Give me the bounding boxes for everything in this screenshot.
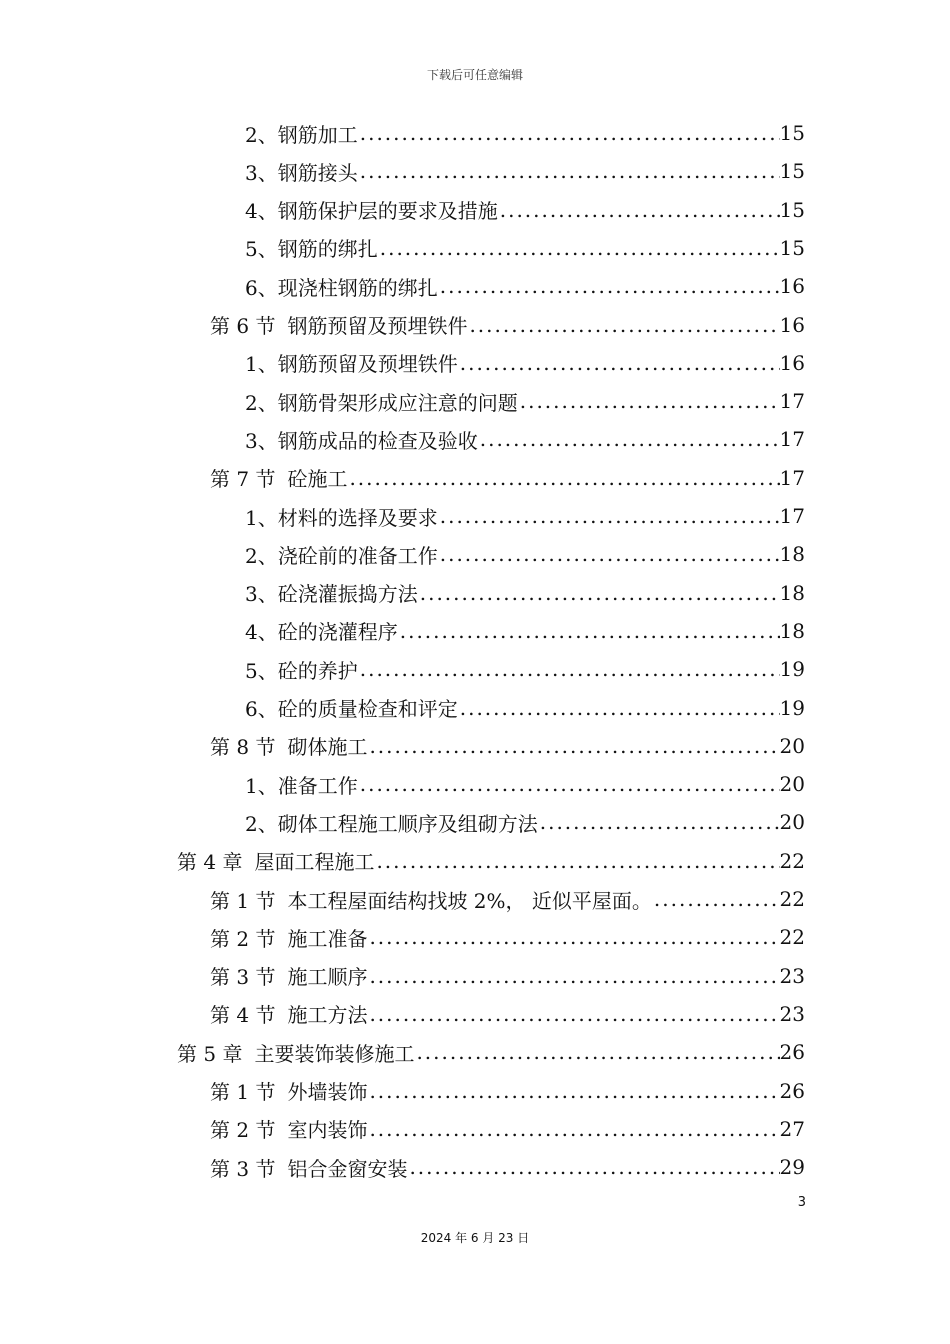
toc-dot-leader	[418, 581, 780, 605]
toc-entry-number: 第 1 节	[210, 1080, 276, 1104]
toc-entry-page: 17	[779, 427, 805, 452]
toc-dot-leader	[367, 1002, 779, 1026]
toc-entry-page: 23	[779, 1001, 805, 1026]
toc-entry-page: 27	[779, 1116, 805, 1141]
toc-entry[interactable]	[245, 689, 805, 727]
toc-entry-number: 第 5 章	[177, 1041, 243, 1066]
toc-dot-leader	[398, 619, 780, 643]
toc-entry[interactable]	[210, 306, 805, 344]
toc-entry-number: 第 4 章	[177, 850, 243, 875]
toc-entry-number: 第 1 节	[210, 888, 276, 913]
toc-entry-title: 钢筋成品的检查及验收	[277, 428, 478, 453]
toc-entry-title: 钢筋保护层的要求及措施	[277, 199, 498, 224]
toc-entry-number: 4、	[245, 199, 278, 224]
toc-entry-number: 6、	[245, 697, 278, 721]
toc-entry-title: 施工准备	[287, 926, 368, 951]
toc-entry-title: 钢筋加工	[277, 122, 358, 147]
toc-entry[interactable]	[210, 1110, 805, 1148]
toc-entry-title: 浇砼前的准备工作	[277, 543, 438, 568]
toc-dot-leader	[367, 1117, 779, 1141]
toc-entry[interactable]	[245, 497, 805, 535]
page-footer-date: 2024 年 6 月 23 日	[420, 1231, 530, 1245]
toc-entry[interactable]	[210, 995, 805, 1033]
toc-dot-leader	[414, 1040, 779, 1064]
toc-entry-number: 1、	[245, 773, 278, 798]
toc-entry-number: 5、	[245, 237, 278, 262]
toc-entry[interactable]	[210, 459, 805, 497]
toc-entry-number: 2、	[245, 390, 278, 415]
toc-entry[interactable]	[245, 382, 805, 420]
toc-entry-number: 6、	[245, 275, 278, 300]
toc-dot-leader	[518, 389, 780, 413]
toc-entry-number: 2、	[245, 811, 278, 836]
toc-entry-number: 第 2 节	[210, 926, 276, 951]
toc-entry-page: 18	[779, 618, 805, 643]
toc-dot-leader	[347, 466, 779, 490]
toc-entry[interactable]	[177, 842, 805, 880]
toc-entry-page: 22	[779, 925, 805, 950]
toc-dot-leader	[367, 964, 779, 988]
toc-entry-page: 20	[779, 733, 805, 758]
toc-dot-leader	[652, 887, 780, 911]
toc-entry-number: 1、	[245, 352, 278, 377]
toc-dot-leader	[407, 1155, 779, 1179]
toc-entry-number: 第 3 节	[210, 1156, 276, 1181]
toc-entry-title: 现浇柱钢筋的绑扎	[277, 275, 438, 300]
toc-dot-leader	[478, 427, 780, 451]
toc-entry[interactable]	[210, 1072, 805, 1110]
toc-entry[interactable]	[210, 880, 805, 918]
toc-entry[interactable]	[245, 191, 805, 229]
toc-dot-leader	[467, 313, 779, 337]
toc-dot-leader	[374, 849, 779, 873]
toc-entry-title: 主要装饰装修施工	[254, 1041, 415, 1066]
toc-entry[interactable]	[245, 803, 805, 841]
toc-dot-leader	[367, 925, 779, 949]
toc-entry-title: 钢筋预留及预埋铁件	[277, 352, 458, 377]
toc-entry-page: 16	[779, 312, 805, 337]
toc-entry[interactable]	[177, 1033, 805, 1071]
toc-entry-page: 26	[779, 1078, 805, 1103]
toc-entry-number: 2、	[245, 122, 278, 147]
toc-entry[interactable]	[210, 1148, 805, 1186]
toc-entry-number: 第 4 节	[210, 1003, 276, 1028]
toc-entry-number: 3、	[245, 582, 278, 607]
toc-entry-page: 15	[779, 159, 805, 184]
toc-entry-number: 第 6 节	[210, 314, 276, 338]
toc-dot-leader	[367, 1079, 779, 1103]
page-number: 3	[797, 1195, 806, 1210]
toc-entry[interactable]	[210, 727, 805, 765]
toc-entry-title: 砼的质量检查和评定	[277, 697, 458, 721]
toc-entry[interactable]	[245, 765, 805, 803]
toc-entry-page: 29	[779, 1155, 805, 1180]
toc-entry-title: 施工方法	[287, 1003, 368, 1028]
toc-dot-leader	[438, 542, 780, 566]
toc-dot-leader	[538, 810, 780, 834]
toc-entry[interactable]	[210, 957, 805, 995]
toc-entry-title: 施工顺序	[287, 965, 368, 990]
toc-entry-title: 砼的养护	[277, 658, 358, 683]
toc-entry[interactable]	[245, 612, 805, 650]
toc-dot-leader	[358, 657, 780, 681]
toc-entry-title: 钢筋预留及预埋铁件	[287, 314, 468, 338]
toc-entry-number: 第 7 节	[210, 467, 276, 492]
toc-entry-title: 砌体施工	[287, 735, 368, 760]
toc-entry-title: 屋面工程施工	[254, 850, 375, 875]
toc-entry-title: 室内装饰	[287, 1118, 368, 1143]
toc-entry-title: 砼的浇灌程序	[277, 620, 398, 645]
toc-entry-title: 钢筋骨架形成应注意的问题	[277, 390, 518, 415]
toc-dot-leader	[458, 351, 780, 375]
toc-entry-number: 5、	[245, 658, 278, 683]
toc-entry-page: 22	[779, 887, 805, 911]
toc-entry-number: 3、	[245, 428, 278, 453]
toc-entry-page: 18	[779, 580, 805, 605]
toc-entry-page: 26	[779, 1040, 805, 1065]
toc-dot-leader	[378, 236, 780, 260]
toc-dot-leader	[458, 696, 780, 720]
toc-entry-title: 钢筋接头	[277, 160, 358, 185]
toc-entry-title: 砼浇灌振捣方法	[277, 582, 418, 607]
toc-dot-leader	[358, 772, 780, 796]
toc-entry-page: 18	[779, 542, 805, 567]
toc-entry[interactable]	[245, 574, 805, 612]
toc-entry-title: 准备工作	[277, 773, 358, 798]
toc-entry[interactable]	[210, 918, 805, 956]
toc-entry-page: 20	[779, 772, 805, 797]
toc-entry-page: 15	[779, 235, 805, 260]
toc-entry[interactable]	[245, 650, 805, 688]
toc-entry[interactable]	[245, 152, 805, 190]
toc-entry-title: 材料的选择及要求	[277, 505, 438, 530]
toc-entry-title: 外墙装饰	[287, 1080, 368, 1104]
toc-entry[interactable]	[245, 344, 805, 382]
toc-entry-title: 砼施工	[287, 467, 348, 492]
toc-dot-leader	[438, 274, 780, 298]
toc-entry-title: 钢筋的绑扎	[277, 237, 378, 262]
toc-entry-page: 16	[779, 350, 805, 375]
toc-entry-number: 2、	[245, 543, 278, 568]
toc-dot-leader	[498, 198, 780, 222]
toc-entry-page: 17	[779, 389, 805, 414]
page-header: 下载后可任意编辑	[426, 68, 523, 82]
toc-dot-leader	[367, 734, 779, 758]
toc-entry[interactable]	[245, 267, 805, 305]
toc-entry[interactable]	[245, 114, 805, 152]
toc-entry-number: 第 8 节	[210, 735, 276, 760]
toc-entry-title: 砌体工程施工顺序及组砌方法	[277, 811, 538, 836]
toc-entry-page: 16	[779, 274, 805, 299]
toc-dot-leader	[438, 504, 780, 528]
toc-entry-title: 本工程屋面结构找坡 2%， 近似平屋面。	[287, 888, 652, 913]
toc-entry-page: 22	[779, 848, 805, 873]
toc-entry[interactable]	[245, 535, 805, 573]
toc-entry-page: 17	[779, 465, 805, 490]
toc-entry-number: 4、	[245, 620, 278, 645]
toc-entry-page: 19	[779, 657, 805, 682]
toc-entry-number: 1、	[245, 505, 278, 530]
toc-dot-leader	[358, 159, 780, 183]
toc-entry-page: 20	[779, 810, 805, 835]
toc-entry-title: 铝合金窗安装	[287, 1156, 408, 1181]
toc-entry-number: 第 3 节	[210, 965, 276, 990]
toc-dot-leader	[358, 121, 780, 145]
toc-entry-page: 17	[779, 504, 805, 528]
toc-entry-number: 3、	[245, 160, 278, 185]
toc-entry-page: 23	[779, 963, 805, 988]
toc-entry[interactable]	[245, 420, 805, 458]
toc-entry-page: 15	[779, 121, 805, 145]
toc-entry[interactable]	[245, 229, 805, 267]
toc-entry-page: 19	[779, 695, 805, 720]
toc-entry-page: 15	[779, 197, 805, 222]
toc-entry-number: 第 2 节	[210, 1118, 276, 1143]
